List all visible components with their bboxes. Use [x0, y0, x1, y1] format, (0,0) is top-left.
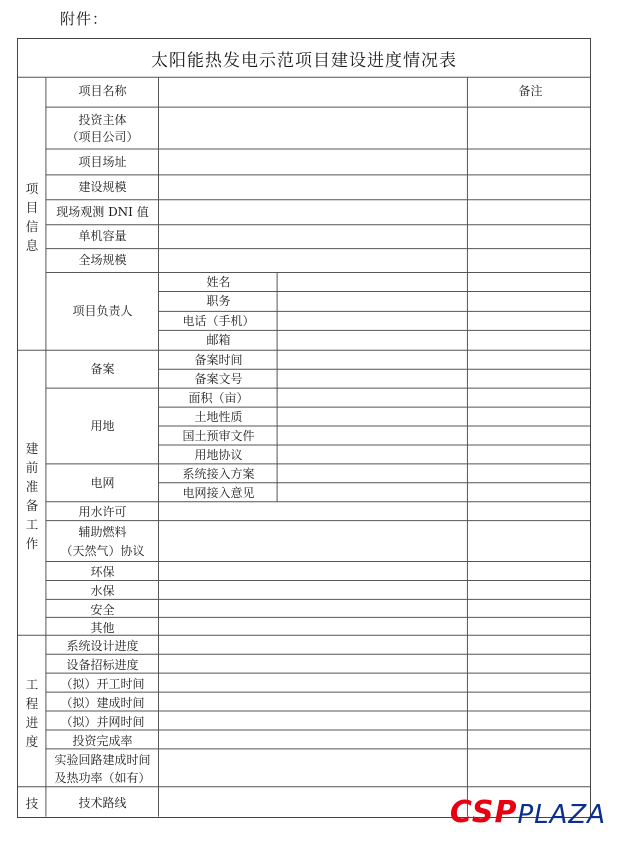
row-unit-capacity: 单机容量	[78, 229, 127, 243]
row-filing: 备案	[90, 362, 115, 376]
row-complete-time: （拟）建成时间	[60, 696, 145, 710]
row-system-design: 系统设计进度	[66, 639, 139, 653]
row-environment: 环保	[90, 565, 115, 579]
row-total-scale: 全场规模	[78, 253, 127, 267]
row-water-conservation: 水保	[90, 584, 115, 598]
row-investor-line2: （项目公司）	[66, 130, 139, 144]
logo-csp-text: CSP	[449, 795, 518, 830]
manager-field-name: 姓名	[206, 275, 231, 289]
row-land: 用地	[90, 419, 115, 433]
row-manager: 项目负责人	[72, 304, 133, 318]
row-fuel-line2: （天然气）协议	[60, 544, 145, 558]
grid-field-plan: 系统接入方案	[182, 467, 255, 481]
row-equipment-bidding: 设备招标进度	[66, 658, 139, 672]
land-field-nature: 土地性质	[194, 410, 243, 424]
row-other: 其他	[90, 621, 115, 635]
section-progress: 工程进度	[25, 677, 39, 749]
filing-field-number: 备案文号	[194, 372, 243, 386]
row-investor-line1: 投资主体	[78, 113, 127, 127]
filing-field-time: 备案时间	[194, 353, 243, 367]
manager-field-email: 邮箱	[206, 333, 231, 347]
table-title: 太阳能热发电示范项目建设进度情况表	[151, 50, 457, 71]
section-tech: 技	[25, 796, 39, 811]
row-grid: 电网	[90, 476, 115, 490]
header-project-name: 项目名称	[78, 84, 127, 98]
row-site: 项目场址	[78, 155, 127, 169]
row-safety: 安全	[90, 603, 115, 617]
logo-plaza-text: PLAZA	[517, 800, 606, 830]
row-fuel-line1: 辅助燃料	[78, 525, 127, 539]
section-preparation: 建前准备工作	[25, 441, 39, 551]
land-field-area: 面积（亩）	[188, 391, 249, 405]
attachment-label: 附件：	[60, 10, 109, 28]
row-tech-route: 技术路线	[78, 796, 127, 810]
row-grid-connection-time: （拟）并网时间	[60, 715, 145, 729]
grid-field-opinion: 电网接入意见	[182, 486, 255, 500]
manager-field-phone: 电话（手机）	[182, 314, 255, 328]
row-start-time: （拟）开工时间	[60, 677, 145, 691]
row-water-permit: 用水许可	[78, 505, 127, 519]
row-dni: 现场观测 DNI 值	[56, 205, 149, 219]
manager-field-title: 职务	[206, 294, 231, 308]
header-remarks: 备注	[518, 84, 543, 98]
row-loop-line1: 实验回路建成时间	[54, 753, 151, 767]
progress-table	[17, 38, 591, 818]
row-loop-line2: 及热功率（如有）	[54, 771, 151, 785]
land-field-agreement: 用地协议	[194, 448, 243, 462]
row-scale: 建设规模	[78, 180, 127, 194]
row-investment-rate: 投资完成率	[72, 734, 133, 748]
csp-plaza-logo	[450, 795, 606, 830]
land-field-review: 国土预审文件	[182, 429, 255, 443]
section-project-info: 项目信息	[25, 181, 39, 253]
